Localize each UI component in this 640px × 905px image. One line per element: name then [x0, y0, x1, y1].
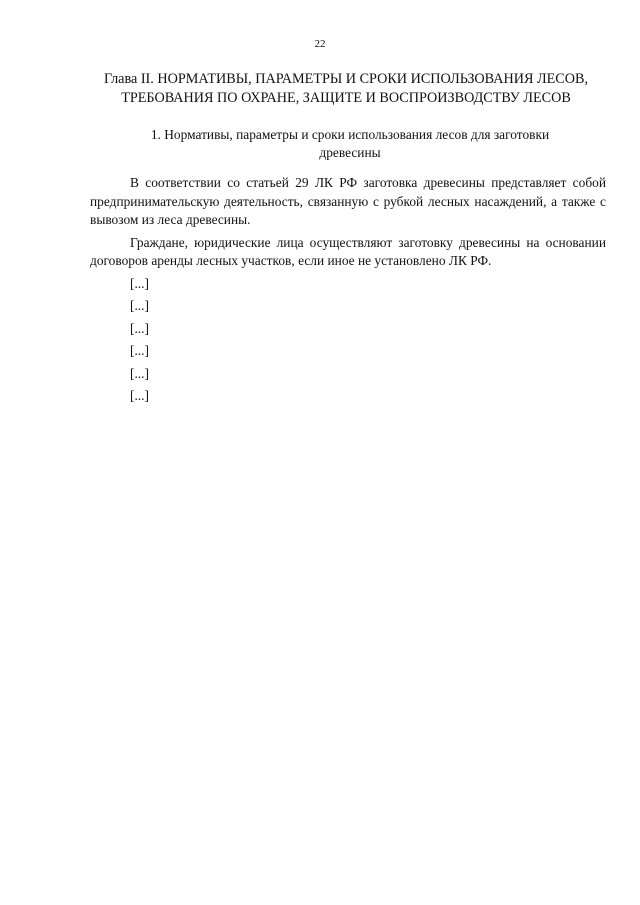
- paragraph: [...]: [130, 388, 149, 403]
- paragraph: Граждане, юридические лица осуществляют заготовку древесины на основании договоров аренды лесных участков, если иное не установлено ЛК РФ.: [90, 234, 606, 268]
- page-number: 22: [314, 38, 326, 50]
- paragraph: [...]: [130, 298, 149, 313]
- paragraph: [...]: [130, 275, 149, 291]
- paragraph: В соответствии со статьей 29 ЛК РФ заготовка древесины представляет собой предпринимательскую деятельность, связанную с рубкой лесных насаждений, а также с вывозом из леса древесины.: [90, 175, 606, 227]
- paragraph: [...]: [130, 343, 149, 358]
- paragraph: [...]: [130, 320, 149, 336]
- section-title: 1. Нормативы, параметры и сроки использования лесов для заготовки древесины: [150, 127, 550, 160]
- chapter-title: Глава II. НОРМАТИВЫ, ПАРАМЕТРЫ И СРОКИ ИСПОЛЬЗОВАНИЯ ЛЕСОВ, ТРЕБОВАНИЯ ПО ОХРАНЕ, ЗАЩИТЕ И ВОСПРОИЗВОДСТВУ ЛЕСОВ: [103, 71, 589, 106]
- paragraph: [...]: [130, 365, 149, 381]
- body-text: [90, 174, 606, 410]
